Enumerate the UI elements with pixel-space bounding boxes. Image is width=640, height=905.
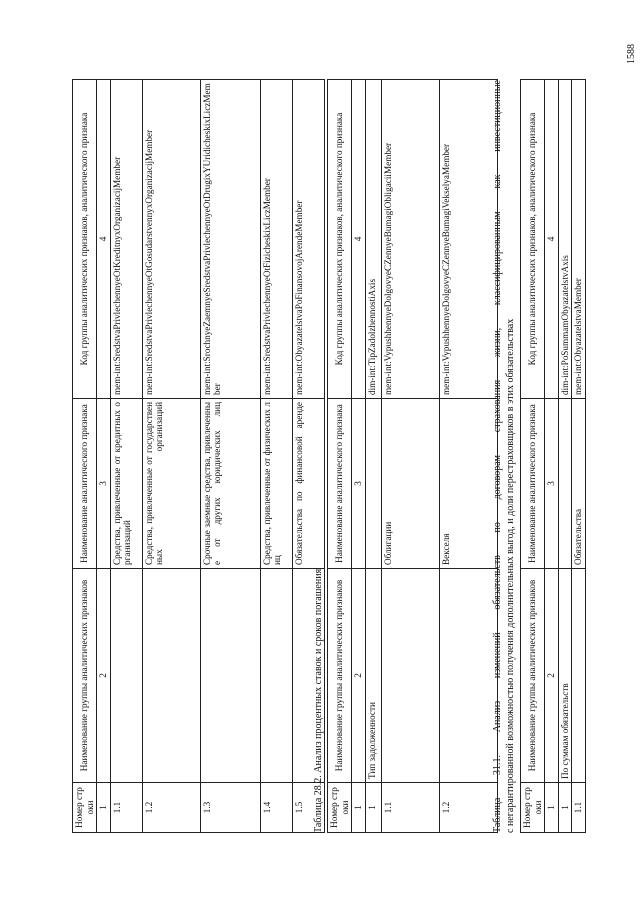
row-number: 1.3 — [200, 783, 260, 833]
row-group — [200, 569, 260, 783]
table-header-row — [328, 80, 352, 833]
table-insurance-liabilities — [520, 79, 586, 833]
row-attribute-name: Обязательства — [572, 399, 586, 569]
column-number: 3 — [97, 399, 111, 569]
row-number: 1.1 — [572, 783, 586, 833]
column-number: 3 — [545, 399, 559, 569]
header-row-number: Номер строки — [73, 783, 97, 833]
table-interest-rates — [327, 79, 498, 833]
row-group — [142, 569, 200, 783]
row-code: mem-int:VypushhennyeDolgovyeCZennyeBumagiObligaciiMember — [381, 80, 439, 399]
row-number: 1 — [365, 783, 381, 833]
row-group — [572, 569, 586, 783]
page-number: 1588 — [626, 44, 637, 64]
row-code: mem-int:SredstvaPrivlechennyeOtKreditnyxOrganizacijMember — [110, 80, 142, 399]
table-column-numbers-row — [352, 80, 366, 833]
table-row — [200, 80, 260, 833]
row-code: dim-int:TipZadolzhennostiAxis — [365, 80, 381, 399]
row-code: mem-int:VypushhennyeDolgovyeCZennyeBumagiVekselyaMember — [439, 80, 497, 399]
column-number: 1 — [545, 783, 559, 833]
row-number: 1.4 — [260, 783, 292, 833]
header-attribute-name: Наименование аналитического признака — [73, 399, 97, 569]
row-attribute-name: Средства, привлеченные от физических лиц — [260, 399, 292, 569]
column-number: 4 — [545, 80, 559, 399]
header-row-number: Номер строки — [521, 783, 545, 833]
header-row-number: Номер строки — [328, 783, 352, 833]
row-group — [439, 569, 497, 783]
row-code: mem-int:SredstvaPrivlechennyeOtFizicheskixLiczMember — [260, 80, 292, 399]
table-row — [381, 80, 439, 833]
header-group-name: Наименование группы аналитических признаков — [73, 569, 97, 783]
column-number: 1 — [97, 783, 111, 833]
table-row — [439, 80, 497, 833]
column-number: 1 — [352, 783, 366, 833]
table-column-numbers-row — [97, 80, 111, 833]
column-number: 2 — [97, 569, 111, 783]
row-number: 1 — [558, 783, 572, 833]
row-group — [110, 569, 142, 783]
table-header-row — [73, 80, 97, 833]
row-attribute-name: Средства, привлеченные от кредитных организаций — [110, 399, 142, 569]
table-28-2-caption: Таблица 28.2. Анализ процентных ставок и сроков погашения — [313, 568, 324, 833]
row-attribute-name: Средства, привлеченные от государственных организаций — [142, 399, 200, 569]
row-attribute-name — [365, 399, 381, 569]
table-row — [110, 80, 142, 833]
row-group: Тип задолженности — [365, 569, 381, 783]
row-code: mem-int:ObyazatelstvaMember — [572, 80, 586, 399]
row-attribute-name: Обязательства по финансовой аренде — [292, 399, 324, 569]
row-attribute-name: Векселя — [439, 399, 497, 569]
row-number: 1.1 — [110, 783, 142, 833]
table-header-row — [521, 80, 545, 833]
header-code: Код группы аналитических признаков, аналитического признака — [73, 80, 97, 399]
table-row — [142, 80, 200, 833]
header-code: Код группы аналитических признаков, аналитического признака — [328, 80, 352, 399]
row-number: 1.1 — [381, 783, 439, 833]
header-code: Код группы аналитических признаков, аналитического признака — [521, 80, 545, 399]
table-column-numbers-row — [545, 80, 559, 833]
row-code: dim-int:PoSummamObyazatelstvAxis — [558, 80, 572, 399]
row-attribute-name: Облигации — [381, 399, 439, 569]
header-group-name: Наименование группы аналитических признаков — [328, 569, 352, 783]
row-code: mem-int:SredstvaPrivlechennyeOtGosudarstvennyxOrganizacijMember — [142, 80, 200, 399]
row-code: mem-int:SrochnyeZaemnyeSredstvaPrivlechennyeOtDrugixYUridicheskixLiczMember — [200, 80, 260, 399]
column-number: 4 — [97, 80, 111, 399]
column-number: 2 — [352, 569, 366, 783]
table-31-1-caption-line2: с негарантированной возможностью получения дополнительных выгод, и доли перестраховщиков в этих обязательствах — [505, 318, 516, 833]
table-row — [558, 80, 572, 833]
row-attribute-name: Срочные заемные средства, привлеченные от других юридических лиц — [200, 399, 260, 569]
table-row — [365, 80, 381, 833]
header-attribute-name: Наименование аналитического признака — [328, 399, 352, 569]
table-liabilities-continued — [72, 79, 325, 833]
header-attribute-name: Наименование аналитического признака — [521, 399, 545, 569]
column-number: 3 — [352, 399, 366, 569]
table-row — [572, 80, 586, 833]
row-group — [260, 569, 292, 783]
column-number: 4 — [352, 80, 366, 399]
row-number: 1.2 — [439, 783, 497, 833]
row-group: По суммам обязательств — [558, 569, 572, 783]
row-attribute-name — [558, 399, 572, 569]
column-number: 2 — [545, 569, 559, 783]
table-row — [260, 80, 292, 833]
row-number: 1.5 — [292, 783, 324, 833]
row-group — [381, 569, 439, 783]
table-31-1-caption-line1: Таблица 31.1. Анализ изменений обязательств по договорам страхования жизни, классифицированным как инвестиционные — [492, 80, 503, 833]
row-code: mem-int:ObyazatelstvaPoFinansovojArendeMember — [292, 80, 324, 399]
header-group-name: Наименование группы аналитических признаков — [521, 569, 545, 783]
row-number: 1.2 — [142, 783, 200, 833]
